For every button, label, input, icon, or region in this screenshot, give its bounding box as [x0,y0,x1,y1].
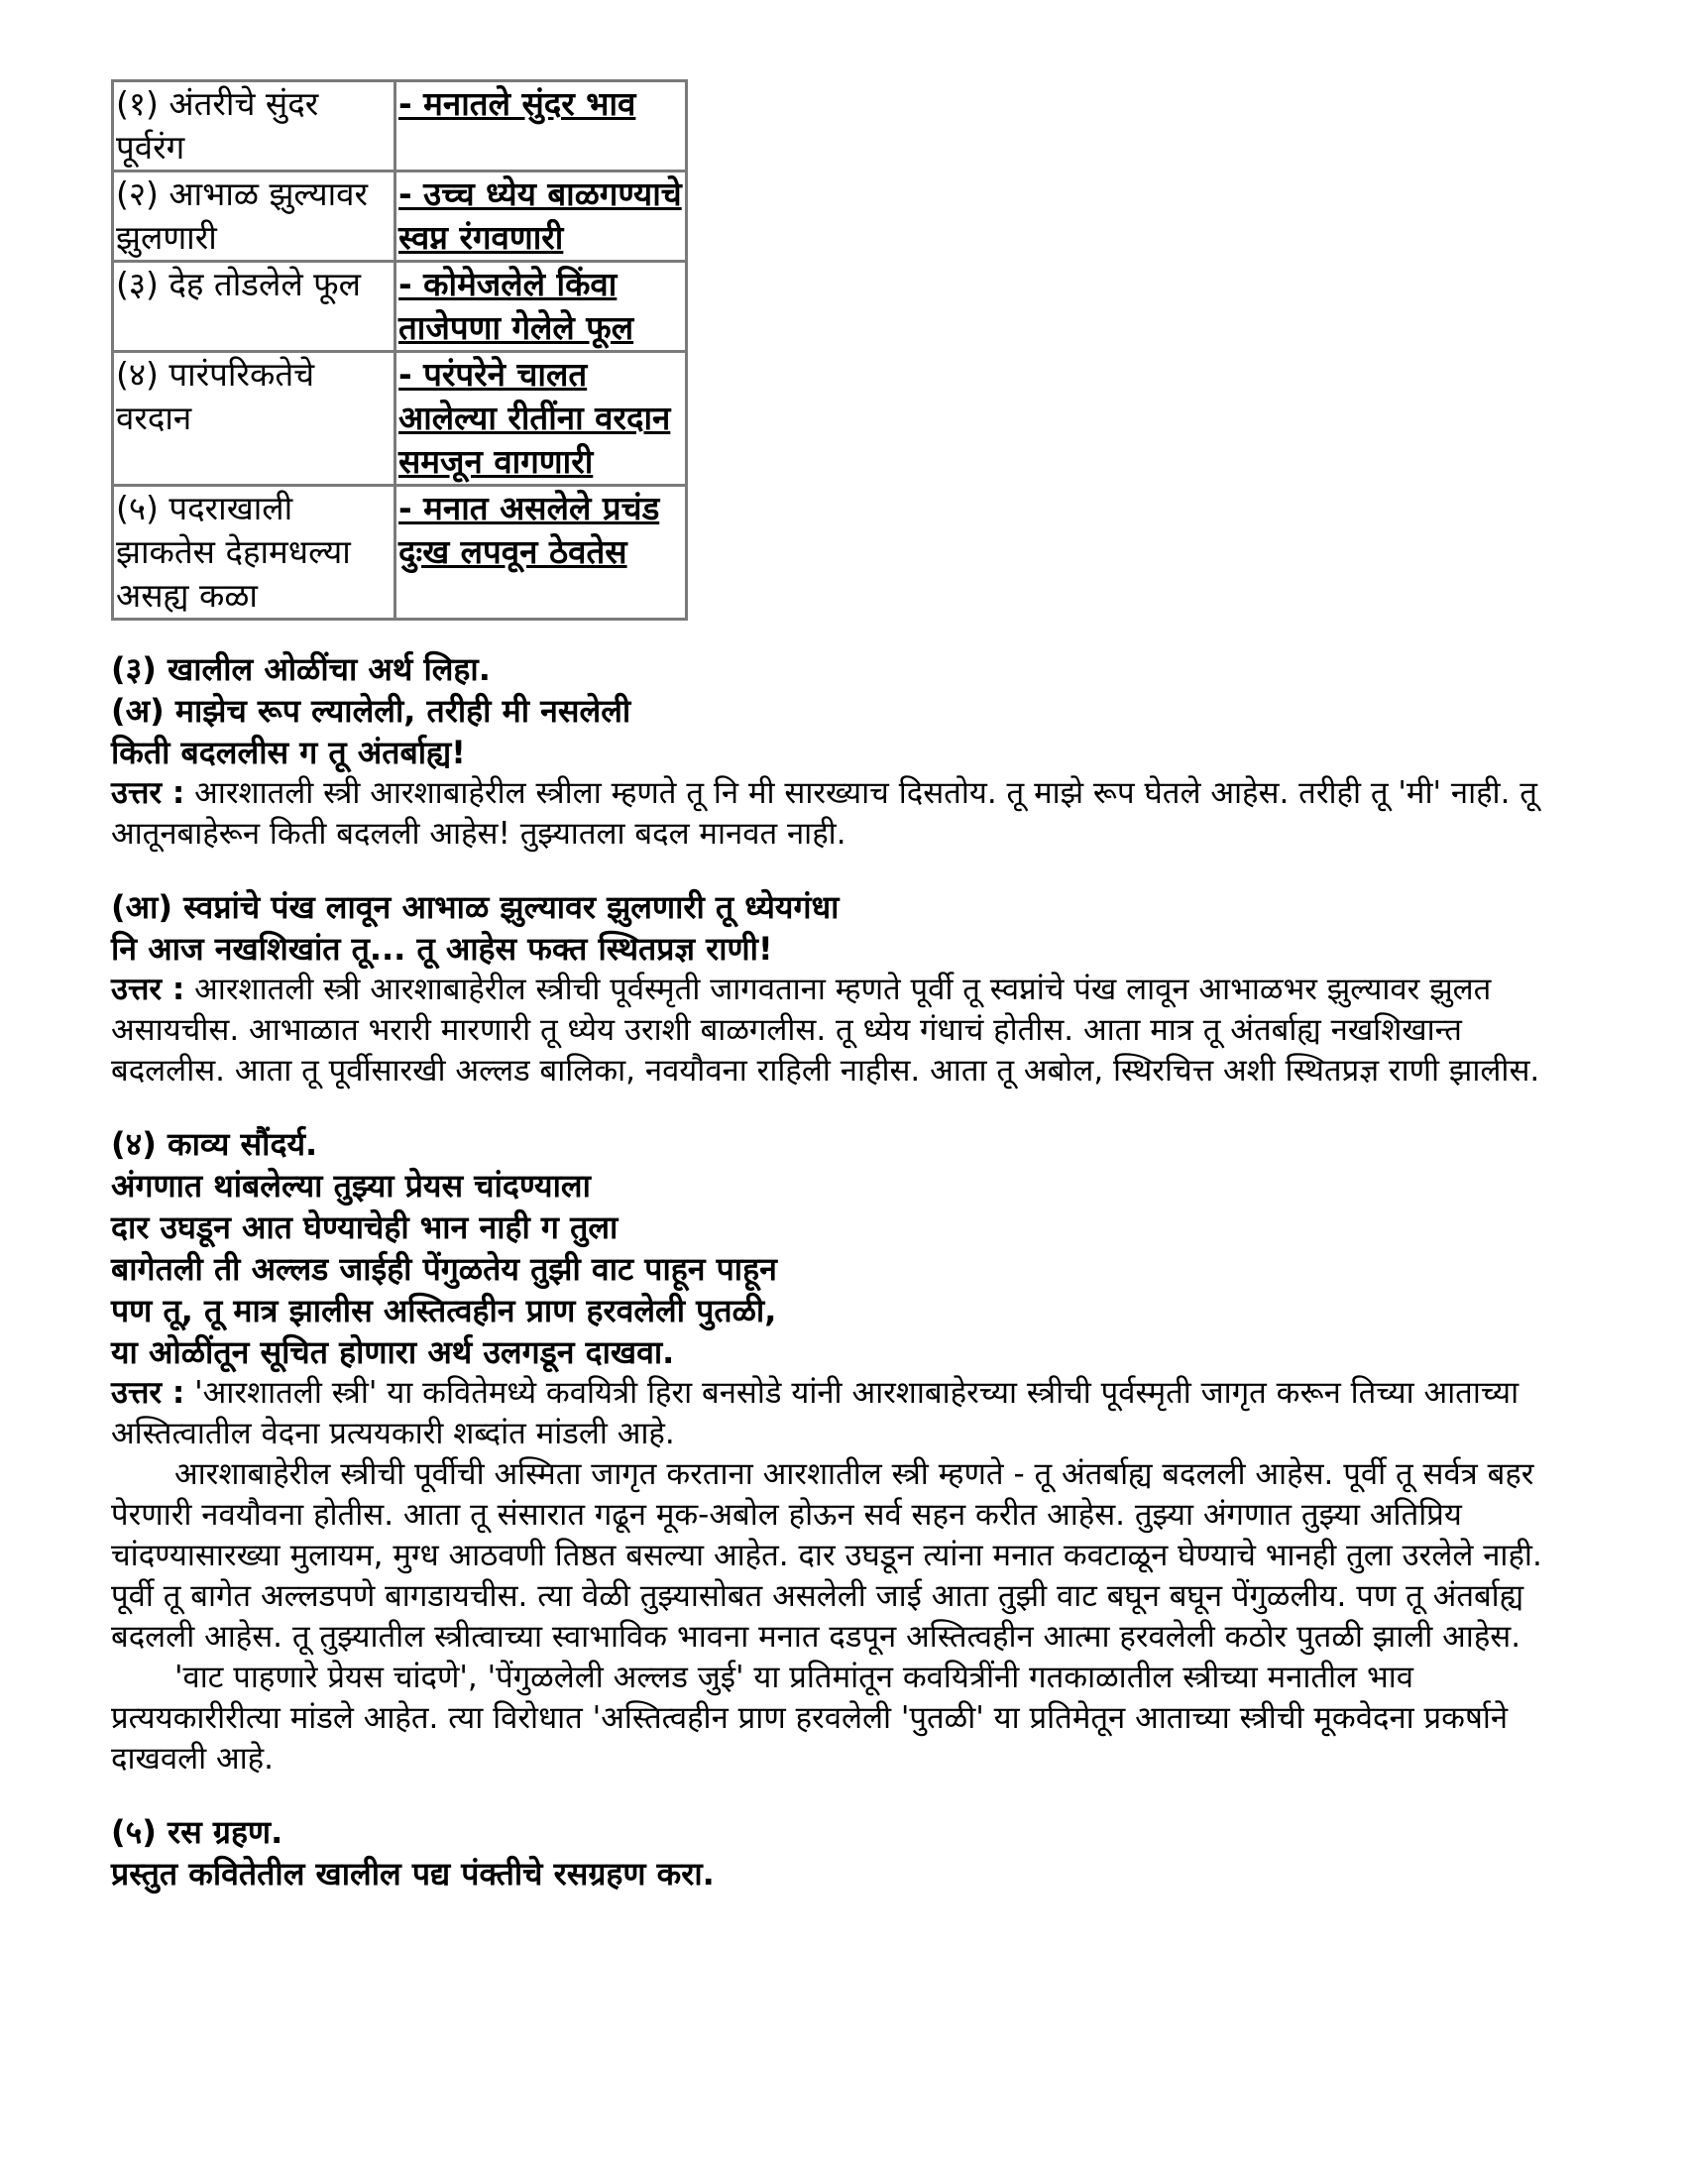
verse-line: बागेतली ती अल्लड जाईही पेंगुळतेय तुझी वाट पाहून पाहून [111,1250,777,1288]
question-3 [111,648,1578,1092]
meaning-cell: - उच्च ध्येय बाळगण्याचे स्वप्न रंगवणारी [395,172,687,262]
table-row [113,262,687,352]
question-line: प्रस्तुत कवितेतील खालील पद्य पंक्तीचे रसग्रहण करा. [111,1855,715,1893]
answer-text: 'आरशातली स्त्री' या कवितेमध्ये कवयित्री हिरा बनसोडे यांनी आरशाबाहेरच्या स्त्रीची पूर्वस्मृती जागृत करून तिच्या आताच्या अस्तित्वातील वेदना प्रत्ययकारी शब्दांत मांडली आहे. [111,1375,1519,1451]
verse-line: अंगणात थांबलेल्या तुझ्या प्रेयस चांदण्याला [111,1167,591,1205]
verse-line: नि आज नखशिखांत तू... तू आहेस फक्त स्थितप्रज्ञ राणी! [111,930,773,968]
glossary-table [111,79,688,621]
answer-label: उत्तर : [111,775,185,811]
meaning-cell: - मनातले सुंदर भाव [395,81,687,172]
answer-paragraph: आरशाबाहेरील स्त्रीची पूर्वीची अस्मिता जागृत करताना आरशातील स्त्री म्हणते - तू अंतर्बाह्य बदलली आहेस. पूर्वी तू सर्वत्र बहर पेरणारी नवयौवना होतीस. आता तू संसारात गढून मूक-अबोल होऊन सर्व सहन करीत आहेस. तुझ्या अंगणात तुझ्या अतिप्रिय चांदण्यासारख्या मुलायम, मुग्ध आठवणी तिष्ठत बसल्या आहेत. दार उघडून त्यांना मनात कवटाळून घेण्याचे भानही तुला उरलेले नाही. पूर्वी तू बागेत अल्लडपणे बागडायचीस. त्या वेळी तुझ्यासोबत असलेली जाई आता तुझी वाट बघून बघून पेंगुळलीय. पण तू अंतर्बाह्य बदलली आहेस. तू तुझ्यातील स्त्रीत्वाच्या स्वाभाविक भावना मनात दडपून अस्तित्वहीन आत्मा हरवलेली कठोर पुतळी झाली आहेस. [111,1456,1542,1655]
verse-line: किती बदललीस ग तू अंतर्बाह्य! [111,734,466,771]
question-line: या ओळींतून सूचित होणारा अर्थ उलगडून दाखवा. [111,1333,675,1371]
verse-line: (आ) स्वप्नांचे पंख लावून आभाळ झुल्यावर झुलणारी तू ध्येयगंधा [111,888,840,926]
question-4 [111,1123,1578,1780]
answer [111,970,1578,1092]
answer-text: आरशातली स्त्री आरशाबाहेरील स्त्रीला म्हणते तू नि मी सारख्याच दिसतोय. तू माझे रूप घेतले आहेस. तरीही तू 'मी' नाही. तू आतूनबाहेरून किती बदलली आहेस! तुझ्यातला बदल मानवत नाही. [111,775,1537,852]
table-row [113,81,687,172]
answer-label: उत्तर : [111,1375,185,1411]
verse-line: (अ) माझेच रूप ल्यालेली, तरीही मी नसलेली [111,692,631,730]
meaning-cell: - परंपरेने चालत आलेल्या रीतींना वरदान समजून वागणारी [395,352,687,486]
term-cell: (३) देह तोडलेले फूल [113,262,395,352]
verse-line: दार उघडून आत घेण्याचेही भान नाही ग तुला [111,1208,619,1246]
answer [111,773,1578,855]
answer [111,1373,1578,1454]
question-5 [111,1811,1578,1895]
table-row [113,172,687,262]
section-heading: (४) काव्य सौंदर्य. [111,1125,318,1163]
table-row [113,486,687,620]
term-cell: (४) पारंपरिकतेचे वरदान [113,352,395,486]
answer-label: उत्तर : [111,972,185,1007]
term-cell: (५) पदराखाली झाकतेस देहामधल्या असह्य कळा [113,486,395,620]
section-heading: (५) रस ग्रहण. [111,1813,283,1851]
page [111,79,1578,1895]
meaning-cell: - कोमेजलेले किंवा ताजेपणा गेलेले फूल [395,262,687,352]
meaning-cell: - मनात असलेले प्रचंड दुःख लपवून ठेवतेस [395,486,687,620]
answer-text: आरशातली स्त्री आरशाबाहेरील स्त्रीची पूर्वस्मृती जागवताना म्हणते पूर्वी तू स्वप्नांचे पंख लावून आभाळभर झुल्यावर झुलत असायचीस. आभाळात भरारी मारणारी तू ध्येय उराशी बाळगलीस. तू ध्येय गंधाचं होतीस. आता मात्र तू अंतर्बाह्य नखशिखान्त बदललीस. आता तू पूर्वीसारखी अल्लड बालिका, नवयौवना राहिली नाहीस. आता तू अबोल, स्थिरचित्त अशी स्थितप्रज्ञ राणी झालीस. [111,972,1540,1089]
verse-line: पण तू, तू मात्र झालीस अस्तित्वहीन प्राण हरवलेली पुतळी, [111,1292,777,1329]
term-cell: (२) आभाळ झुल्यावर झुलणारी [113,172,395,262]
term-cell: (१) अंतरीचे सुंदर पूर्वरंग [113,81,395,172]
answer-paragraph: 'वाट पाहणारे प्रेयस चांदणे', 'पेंगुळलेली अल्लड जुई' या प्रतिमांतून कवयित्रींनी गतकाळातील स्त्रीच्या मनातील भाव प्रत्ययकारीरीत्या मांडले आहेत. त्या विरोधात 'अस्तित्वहीन प्राण हरवलेली 'पुतळी' या प्रतिमेतून आताच्या स्त्रीची मूकवेदना प्रकर्षाने दाखवली आहे. [111,1660,1509,1777]
section-heading: (३) खालील ओळींचा अर्थ लिहा. [111,650,491,688]
table-row [113,352,687,486]
